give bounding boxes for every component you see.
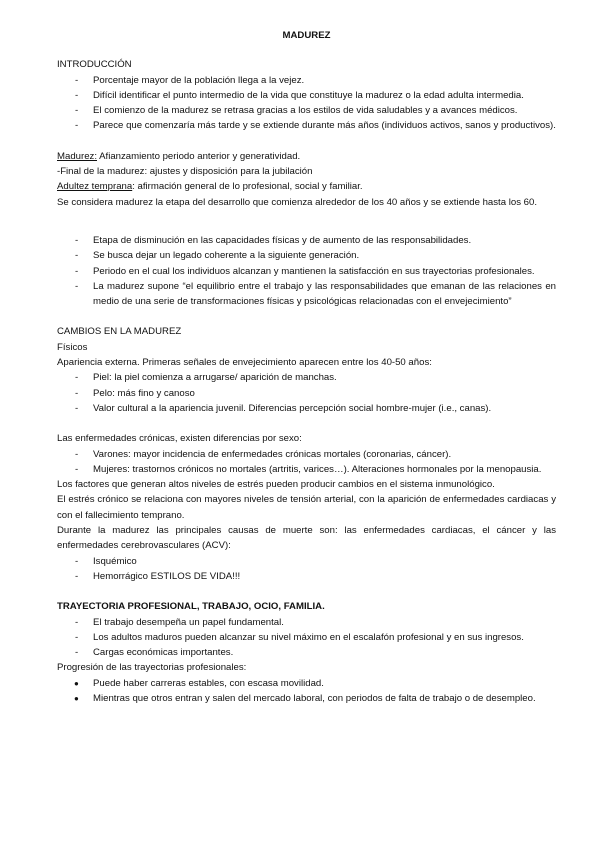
list-item: - Cargas económicas importantes. xyxy=(57,645,556,660)
list-item: - Se busca dejar un legado coherente a la siguiente generación. xyxy=(57,248,556,263)
list-item: - Valor cultural a la apariencia juvenil. Diferencias percepción social hombre-mujer (i.e., canas). xyxy=(57,401,556,416)
page-title: MADUREZ xyxy=(282,30,331,41)
list-item: - Parece que comenzaría más tarde y se extiende durante más años (individuos activos, sanos y productivos). xyxy=(57,118,556,133)
intro-heading: INTRODUCCIÓN xyxy=(57,59,132,71)
spacer xyxy=(57,584,556,599)
list-item: - Los adultos maduros pueden alcanzar su nivel máximo en el escalafón profesional y en sus ingresos. xyxy=(57,630,556,645)
spacer xyxy=(57,210,556,225)
adultez-text: : afirmación general de lo profesional, social y familiar. xyxy=(132,181,363,193)
career-list xyxy=(57,615,556,661)
adultez-definition xyxy=(57,179,556,194)
list-item: - Difícil identificar el punto intermedio de la vida que constituye la madurez o la edad adulta intermedia. xyxy=(57,88,556,103)
stress-text: El estrés crónico se relaciona con mayores niveles de tensión arterial, con la aparición de enfermedades cardiacas y con el fallecimiento temprano. xyxy=(57,494,556,521)
appearance-intro: Apariencia externa. Primeras señales de envejecimiento aparecen entre los 40-50 años: xyxy=(57,357,432,369)
chronic-list xyxy=(57,447,556,478)
immune-text: Los factores que generan altos niveles de estrés pueden producir cambios en el sistema inmunológico. xyxy=(57,479,495,491)
stage-list xyxy=(57,233,556,309)
list-item: - Pelo: más fino y canoso xyxy=(57,386,556,401)
death-causes-list xyxy=(57,554,556,585)
list-item: - Porcentaje mayor de la población llega a la vejez. xyxy=(57,73,556,88)
spacer xyxy=(57,416,556,431)
changes-heading: CAMBIOS EN LA MADUREZ xyxy=(57,326,182,338)
list-item: - Mujeres: trastornos crónicos no mortales (artritis, varices…). Alteraciones hormonales por la menopausia. xyxy=(57,462,556,477)
madurez-term: Madurez: xyxy=(57,150,97,162)
career-heading: TRAYECTORIA PROFESIONAL, TRABAJO, OCIO, FAMILIA. xyxy=(57,601,325,613)
spacer xyxy=(57,134,556,149)
list-item: - Hemorrágico ESTILOS DE VIDA!!! xyxy=(57,569,556,584)
list-item: ● Puede haber carreras estables, con escasa movilidad. xyxy=(57,676,556,691)
list-item: ● Mientras que otros entran y salen del mercado laboral, con periodos de falta de trabajo o de desempleo. xyxy=(57,691,556,706)
list-item: - La madurez supone “el equilibrio entre el trabajo y las responsabilidades que emanan de las relaciones en medio de una serie de transformaciones físicas y psicológicas relacionadas con el envejecimiento” xyxy=(57,279,556,310)
madurez-definition xyxy=(57,149,556,164)
list-item: - El trabajo desempeña un papel fundamental. xyxy=(57,615,556,630)
list-item: - Periodo en el cual los individuos alcanzan y mantienen la satisfacción en sus trayectorias profesionales. xyxy=(57,264,556,279)
list-item: - Piel: la piel comienza a arrugarse/ aparición de manchas. xyxy=(57,370,556,385)
spacer xyxy=(57,225,556,233)
adultez-term: Adultez temprana xyxy=(57,181,133,193)
progression-list xyxy=(57,676,556,707)
death-causes-text: Durante la madurez las principales causas de muerte son: las enfermedades cardiacas, el cáncer y las enfermedades cerebrovasculares (ACV): xyxy=(57,525,556,552)
age-range-text: Se considera madurez la etapa del desarrollo que comienza alrededor de los 40 años y se extiende hasta los 60. xyxy=(57,196,537,208)
list-item: - El comienzo de la madurez se retrasa gracias a los estilos de vida saludables y a avances médicos. xyxy=(57,103,556,118)
list-item: - Etapa de disminución en las capacidades físicas y de aumento de las responsabilidades. xyxy=(57,233,556,248)
progression-intro: Progresión de las trayectorias profesionales: xyxy=(57,662,247,674)
spacer xyxy=(57,309,556,324)
changes-subheading: Físicos xyxy=(57,341,88,353)
chronic-intro: Las enfermedades crónicas, existen diferencias por sexo: xyxy=(57,433,302,445)
intro-list xyxy=(57,73,556,134)
madurez-text: Afianzamiento periodo anterior y generatividad. xyxy=(97,150,301,162)
list-item: - Isquémico xyxy=(57,554,556,569)
appearance-list xyxy=(57,370,556,416)
list-item: - Varones: mayor incidencia de enfermedades crónicas mortales (coronarias, cáncer). xyxy=(57,447,556,462)
final-madurez-text: -Final de la madurez: ajustes y disposición para la jubilación xyxy=(57,166,313,178)
